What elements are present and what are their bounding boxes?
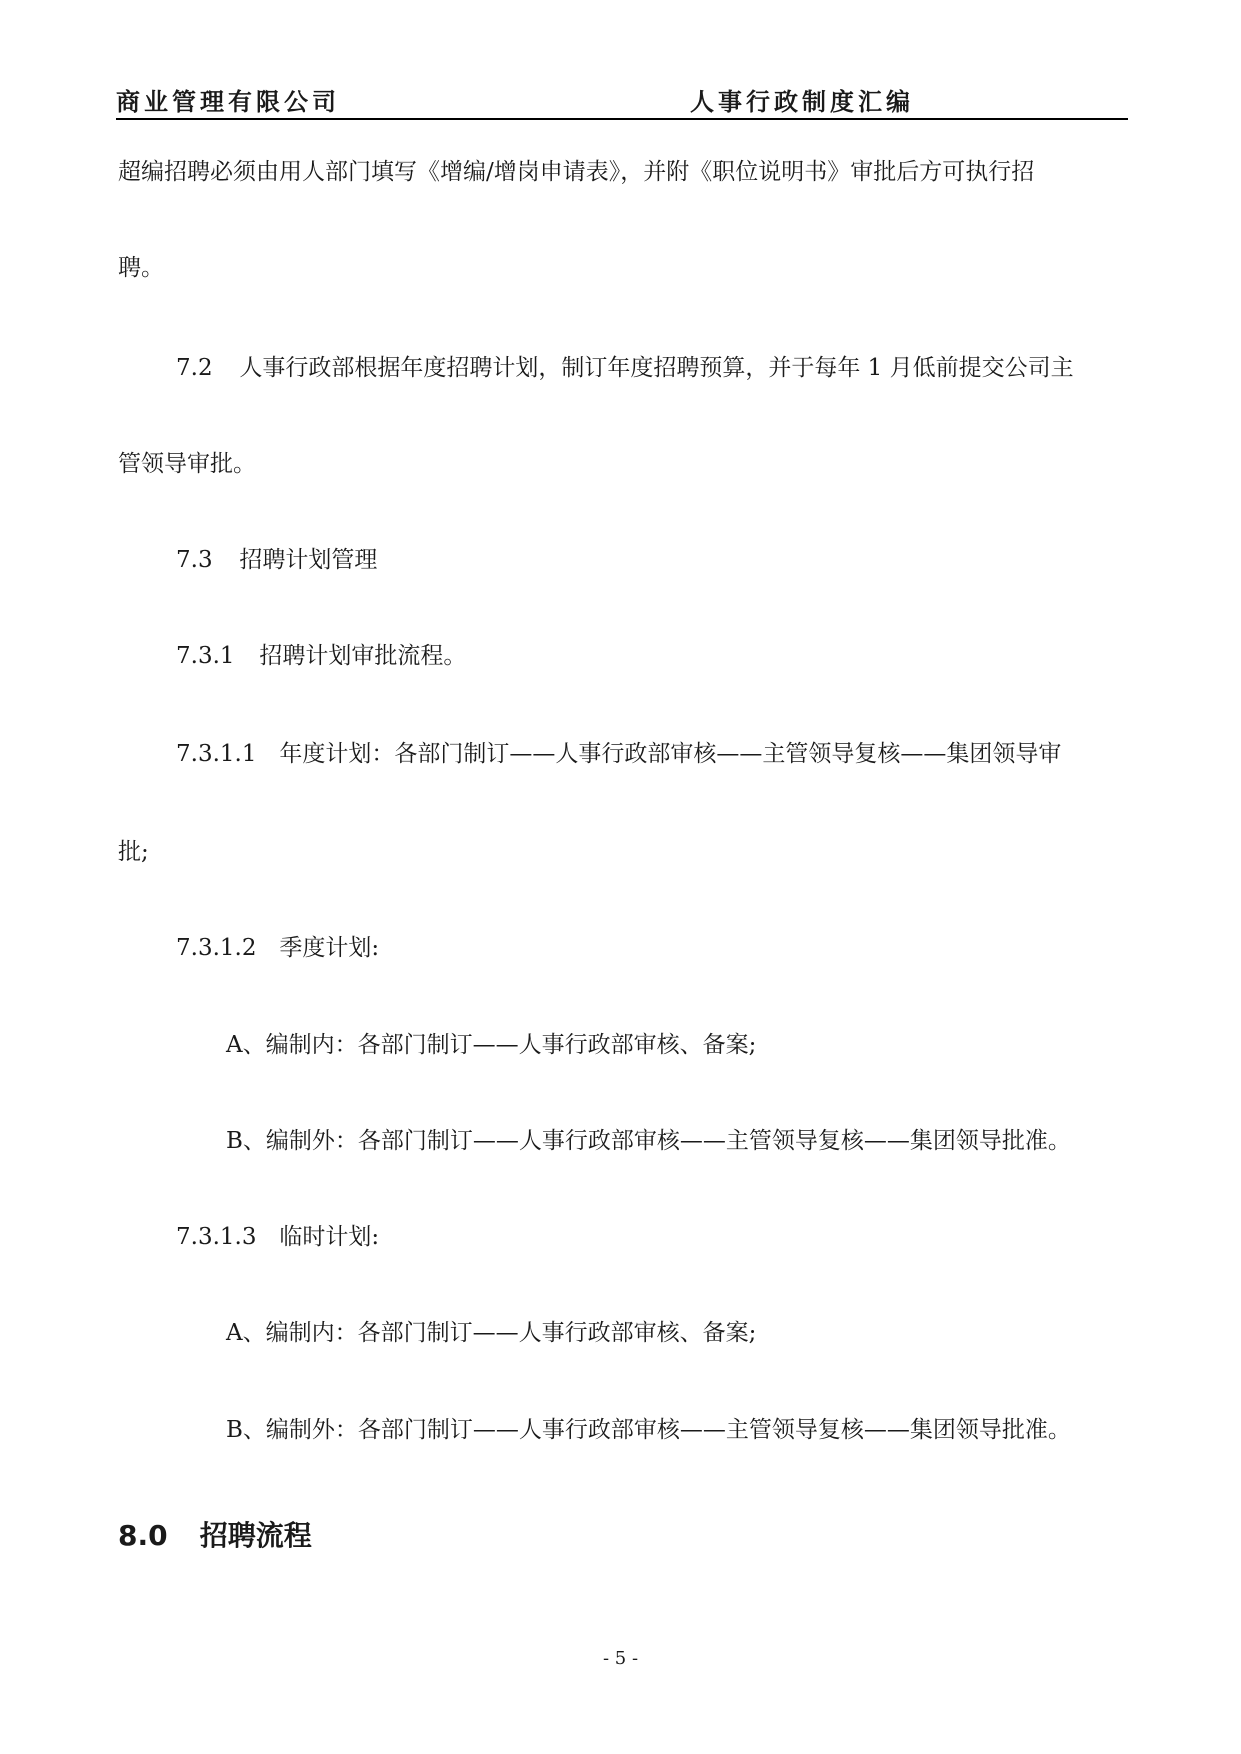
- clause-number: 7.3.1.1: [176, 741, 257, 767]
- clause-text: 年度计划：各部门制订——人事行政部审核——主管领导复核——集团领导审: [279, 741, 1062, 767]
- clause-number: 7.3.1.2: [176, 935, 257, 961]
- list-item: [226, 1415, 1071, 1445]
- paragraph-line: [118, 449, 256, 479]
- paragraph-line: [118, 157, 1034, 187]
- list-item: [226, 1126, 1071, 1156]
- clause-text: 招聘计划管理: [239, 547, 378, 573]
- list-item-text: B、编制外：各部门制订——人事行政部审核——主管领导复核——集团领导批准。: [226, 1417, 1071, 1443]
- page-header: [116, 82, 1128, 120]
- clause-7-3: [176, 545, 377, 575]
- list-item-text: A、编制内：各部门制订——人事行政部审核、备案;: [226, 1320, 757, 1346]
- list-item-text: B、编制外：各部门制订——人事行政部审核——主管领导复核——集团领导批准。: [226, 1128, 1071, 1154]
- clause-7-3-1-2: [176, 933, 379, 963]
- paragraph-text: 超编招聘必须由用人部门填写《增编/增岗申请表》，并附《职位说明书》审批后方可执行招: [118, 159, 1035, 185]
- clause-7-3-1-3: [176, 1222, 379, 1252]
- paragraph-line: [118, 253, 164, 283]
- paragraph-text: 聘。: [118, 255, 164, 281]
- paragraph-line: [118, 837, 149, 867]
- list-item-text: A、编制内：各部门制订——人事行政部审核、备案;: [226, 1032, 757, 1058]
- clause-number: 7.3: [176, 547, 213, 573]
- clause-7-2: [176, 353, 1074, 383]
- list-item: [226, 1030, 756, 1060]
- list-item: [226, 1318, 756, 1348]
- header-title: 人事行政制度汇编: [690, 87, 914, 116]
- page-number: - 5 -: [602, 1648, 639, 1669]
- paragraph-text: 批;: [118, 839, 149, 865]
- clause-7-3-1-1: [176, 739, 1061, 769]
- clause-text: 人事行政部根据年度招聘计划，制订年度招聘预算，并于每年 1 月低前提交公司主: [239, 355, 1074, 381]
- clause-text: 季度计划:: [279, 935, 380, 961]
- clause-text: 招聘计划审批流程。: [259, 643, 467, 669]
- header-company: 商业管理有限公司: [116, 87, 340, 116]
- clause-number: 7.3.1.3: [176, 1224, 257, 1250]
- section-number: 8.0: [118, 1519, 168, 1552]
- clause-number: 7.2: [176, 355, 213, 381]
- section-title: 招聘流程: [199, 1519, 312, 1552]
- section-heading: [118, 1514, 312, 1554]
- paragraph-text: 管领导审批。: [118, 451, 256, 477]
- clause-text: 临时计划:: [279, 1224, 380, 1250]
- clause-number: 7.3.1: [176, 643, 235, 669]
- clause-7-3-1: [176, 641, 466, 671]
